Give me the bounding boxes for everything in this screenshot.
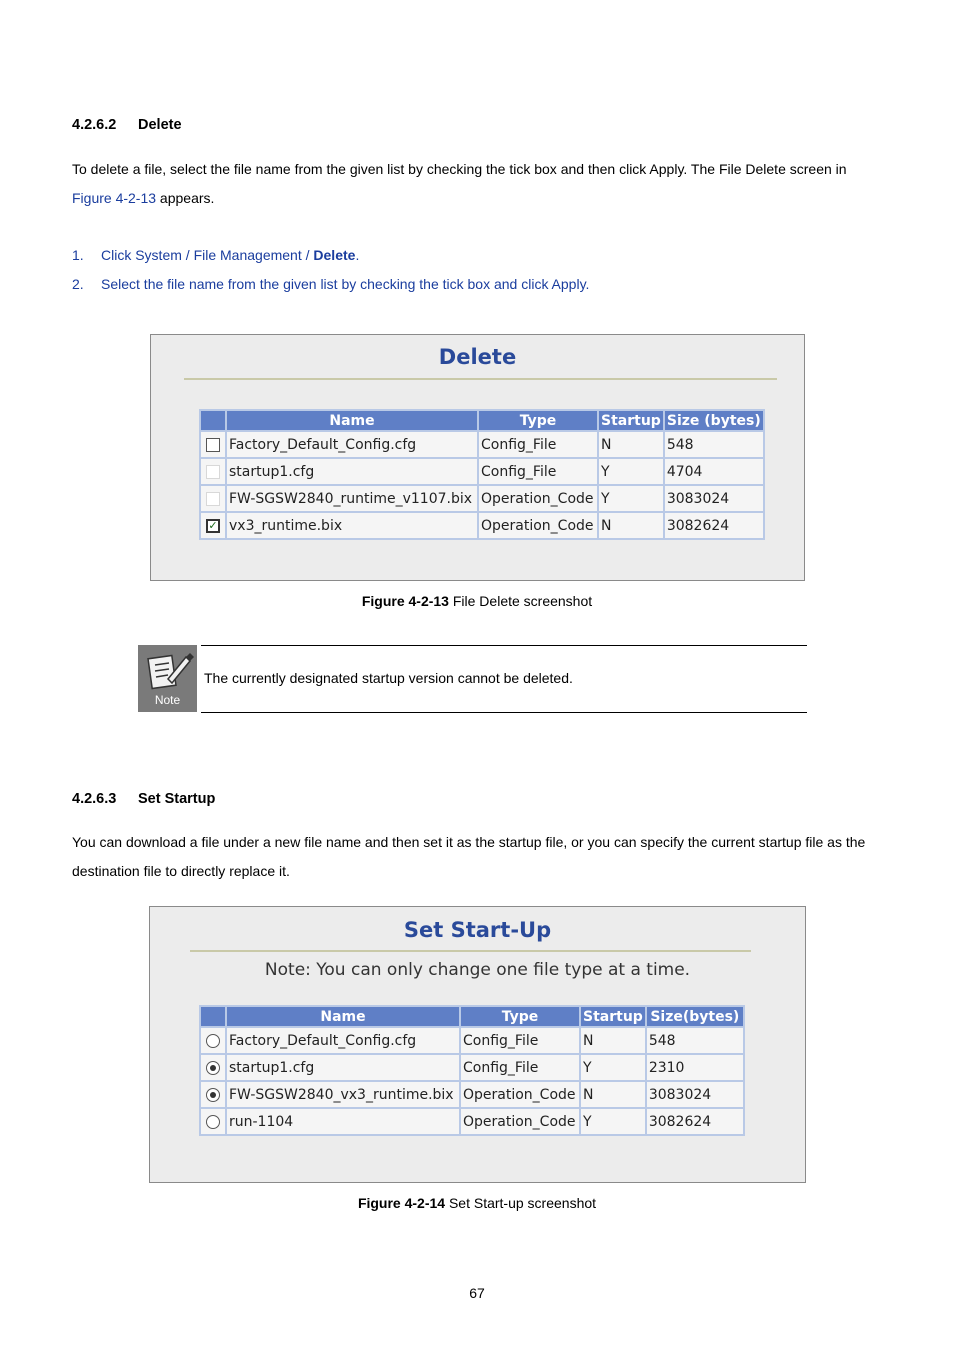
table-header-row <box>201 1007 743 1026</box>
column-header-startup: Startup <box>583 1008 643 1025</box>
column-header-size: Size(bytes) <box>647 1007 743 1026</box>
select-column-header <box>201 411 225 430</box>
figure-caption-1 <box>0 593 954 609</box>
delete-intro-paragraph <box>72 155 887 212</box>
select-cell <box>201 432 225 457</box>
file-name: startup1.cfg <box>227 459 477 484</box>
set-startup-screenshot <box>149 906 806 1183</box>
caption-text: File Delete screenshot <box>448 593 593 609</box>
select-cell <box>201 1082 225 1107</box>
note-icon <box>138 645 197 712</box>
startup-radio-selected[interactable] <box>206 1061 220 1075</box>
file-name: run-1104 <box>227 1109 459 1134</box>
file-type: Operation_Code <box>461 1109 579 1134</box>
file-type: Operation_Code <box>479 513 597 538</box>
file-checkbox-disabled <box>206 465 220 479</box>
step-number: 1. <box>72 247 84 263</box>
note-bottom-rule <box>201 712 807 713</box>
column-header-name: Name <box>227 1007 459 1026</box>
step-2 <box>72 276 589 292</box>
startup-radio[interactable] <box>206 1034 220 1048</box>
table-row <box>201 513 763 538</box>
select-column-header <box>201 1007 225 1026</box>
note-text: The currently designated startup version cannot be deleted. <box>204 670 573 686</box>
select-cell <box>201 513 225 538</box>
file-checkbox-disabled <box>206 492 220 506</box>
select-cell <box>201 486 225 511</box>
file-size: 3083024 <box>665 486 763 511</box>
startup-radio[interactable] <box>206 1115 220 1129</box>
section-number: 4.2.6.3 <box>72 791 117 807</box>
delete-screen-title: Delete <box>438 345 517 369</box>
file-startup: Y <box>581 1109 645 1134</box>
select-cell <box>201 459 225 484</box>
table-row <box>201 432 763 457</box>
section-title: Set Startup <box>138 791 216 807</box>
table-row <box>201 486 763 511</box>
file-type: Operation_Code <box>479 486 597 511</box>
figure-link[interactable]: Figure 4-2-13 <box>72 189 157 206</box>
file-name: vx3_runtime.bix <box>227 513 477 538</box>
file-name: Factory_Default_Config.cfg <box>227 1028 459 1053</box>
startup-screen-note: Note: You can only change one file type at a time. <box>264 960 691 980</box>
para-tail: appears. <box>156 189 215 206</box>
startup-intro-paragraph: You can download a file under a new file name and then set it as the startup file, or you can specify the current startup file as the destination file to directly replace it. <box>72 834 866 879</box>
file-startup: Y <box>581 1055 645 1080</box>
column-header-size: Size (bytes) <box>665 411 763 430</box>
column-header-name: Name <box>227 411 477 430</box>
file-type: Operation_Code <box>461 1082 579 1107</box>
table-row <box>201 1109 743 1134</box>
file-startup: N <box>599 513 663 538</box>
step-text: Click System / File Management / <box>101 247 314 263</box>
file-size: 4704 <box>665 459 763 484</box>
table-row <box>201 1028 743 1053</box>
section-heading-set-startup <box>72 791 215 807</box>
column-header-startup: Startup <box>601 412 661 429</box>
table-row <box>201 459 763 484</box>
file-name: Factory_Default_Config.cfg <box>227 432 477 457</box>
file-type: Config_File <box>479 432 597 457</box>
select-cell <box>201 1055 225 1080</box>
file-startup: Y <box>599 459 663 484</box>
column-header-type: Type <box>479 411 597 430</box>
step-number: 2. <box>72 276 84 292</box>
step-text: Select the file name from the given list by checking the tick box and click Apply. <box>101 276 590 292</box>
title-divider <box>184 378 777 380</box>
file-size: 3082624 <box>665 513 763 538</box>
file-size: 548 <box>647 1028 743 1053</box>
file-size: 548 <box>665 432 763 457</box>
file-startup: N <box>581 1028 645 1053</box>
file-size: 3083024 <box>647 1082 743 1107</box>
file-startup: N <box>581 1082 645 1107</box>
caption-label: Figure 4-2-14 <box>357 1195 446 1211</box>
startup-file-table <box>199 1005 745 1136</box>
file-startup: N <box>599 432 663 457</box>
startup-screen-title: Set Start-Up <box>403 918 552 942</box>
file-name: FW-SGSW2840_vx3_runtime.bix <box>227 1082 459 1107</box>
section-title: Delete <box>138 117 182 133</box>
file-name: startup1.cfg <box>227 1055 459 1080</box>
step-bold: Delete <box>313 247 356 263</box>
select-cell <box>201 1109 225 1134</box>
table-row <box>201 1082 743 1107</box>
table-header-row <box>201 411 763 430</box>
page-number: 67 <box>469 1285 485 1301</box>
select-cell <box>201 1028 225 1053</box>
section-heading-delete <box>72 117 182 133</box>
delete-file-table <box>199 409 765 540</box>
file-size: 2310 <box>647 1055 743 1080</box>
file-checkbox-checked[interactable]: ✓ <box>206 519 220 533</box>
file-checkbox[interactable] <box>206 438 220 452</box>
file-name: FW-SGSW2840_runtime_v1107.bix <box>227 486 477 511</box>
column-header-type: Type <box>461 1007 579 1026</box>
file-size: 3082624 <box>647 1109 743 1134</box>
note-icon-label: Note <box>154 693 181 707</box>
file-type: Config_File <box>479 459 597 484</box>
table-row <box>201 1055 743 1080</box>
file-startup: Y <box>599 486 663 511</box>
section-number: 4.2.6.2 <box>72 117 117 133</box>
file-type: Config_File <box>461 1055 579 1080</box>
delete-screenshot <box>150 334 805 581</box>
step-1 <box>72 247 359 263</box>
figure-caption-2 <box>0 1195 954 1211</box>
title-divider <box>190 950 751 952</box>
para-text: To delete a file, select the file name from the given list by checking the tick box and then click Apply. The File Delete screen in <box>72 161 847 177</box>
startup-radio-selected[interactable] <box>206 1088 220 1102</box>
note-top-rule <box>201 645 807 646</box>
caption-text: Set Start-up screenshot <box>445 1195 597 1211</box>
caption-label: Figure 4-2-13 <box>361 593 449 609</box>
step-tail: . <box>355 247 360 263</box>
file-type: Config_File <box>461 1028 579 1053</box>
